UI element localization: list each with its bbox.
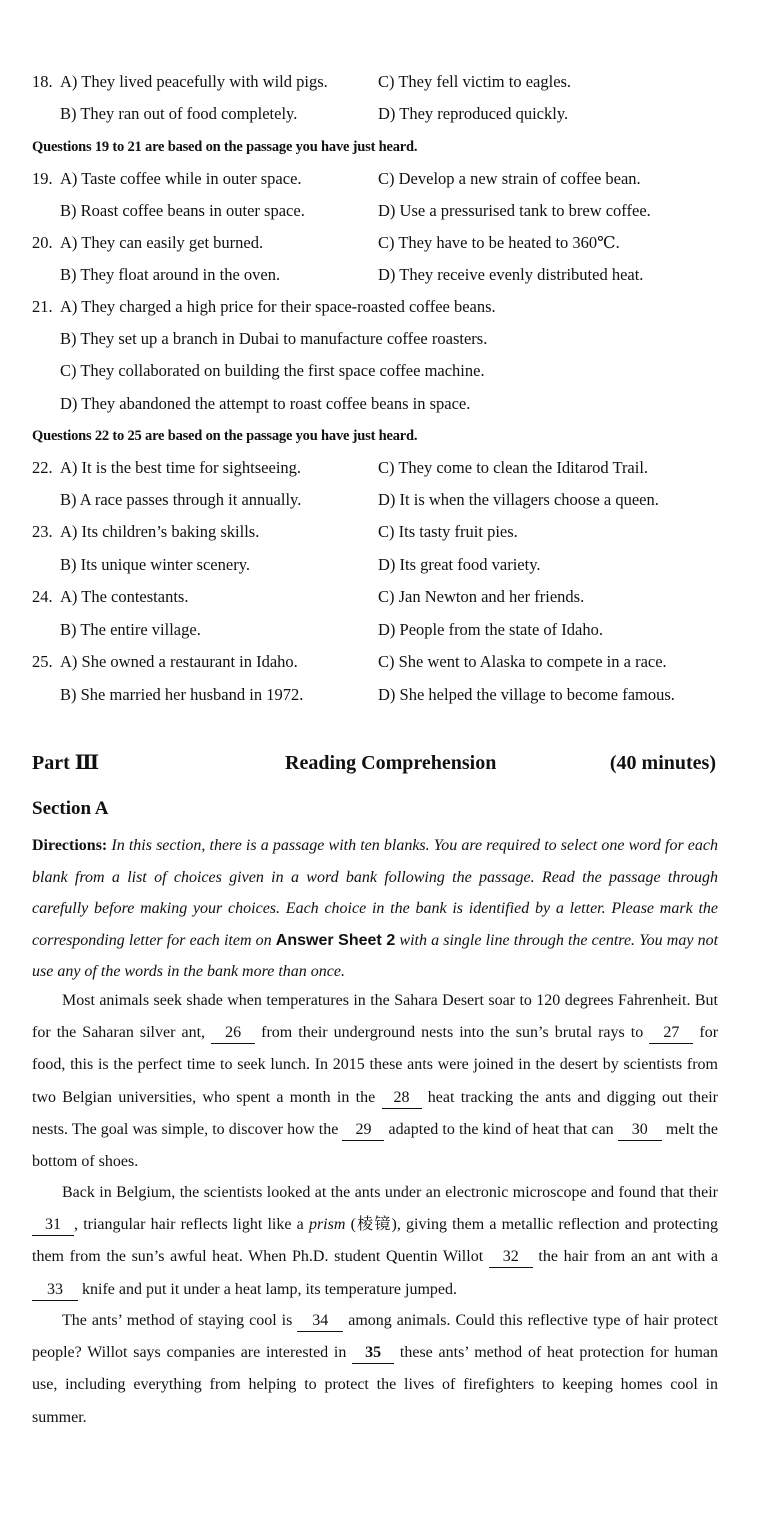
- option-a: A) They lived peacefully with wild pigs.: [60, 72, 328, 91]
- blank-30[interactable]: 30: [618, 1120, 662, 1141]
- passage-paragraph-1: [32, 985, 718, 1178]
- passage-text: , triangular hair reflects light like a: [74, 1216, 309, 1234]
- blank-28[interactable]: 28: [382, 1088, 422, 1109]
- question-number: 22.: [32, 458, 53, 477]
- option-a: A) Taste coffee while in outer space.: [60, 169, 302, 188]
- question-number: 20.: [32, 233, 53, 252]
- option-c: C) They come to clean the Iditarod Trail.: [378, 458, 649, 477]
- option-a: A) It is the best time for sightseeing.: [60, 458, 302, 477]
- answer-sheet-label: Answer Sheet 2: [275, 931, 396, 949]
- passage-paragraph-3: [32, 1305, 718, 1434]
- passage-text: Most animals seek shade when temperatures in the Sahara Desert soar to 120 degrees Fahrenheit. But for the Saharan silver ant,: [32, 992, 718, 1042]
- prism-term: prism: [308, 1216, 346, 1234]
- passage-text: among animals. Could this reflective type of hair protect people? Willot says companies are interested in: [32, 1312, 719, 1362]
- blank-26[interactable]: 26: [211, 1023, 255, 1044]
- directions-text-2: with a single line through the centre. You may not use any of the words in the bank more than once.: [32, 931, 719, 980]
- option-d: D) It is when the villagers choose a queen.: [378, 490, 659, 509]
- option-d: D) Its great food variety.: [378, 555, 541, 574]
- blank-35[interactable]: 35: [352, 1343, 394, 1364]
- blank-27[interactable]: 27: [649, 1023, 693, 1044]
- questions-heading-22-25: Questions 22 to 25 are based on the passage you have just heard.: [32, 428, 418, 444]
- option-b: B) They ran out of food completely.: [60, 104, 298, 123]
- option-a: A) Its children’s baking skills.: [60, 522, 260, 541]
- directions: [32, 830, 718, 988]
- option-b: B) They set up a branch in Dubai to manufacture coffee roasters.: [60, 329, 488, 348]
- option-c: C) Develop a new strain of coffee bean.: [378, 169, 641, 188]
- passage-text: from their underground nests into the sun’s brutal rays to: [255, 1024, 650, 1042]
- option-b: B) A race passes through it annually.: [60, 490, 302, 509]
- section-title: Section A: [32, 798, 109, 819]
- option-b: B) Its unique winter scenery.: [60, 555, 250, 574]
- passage-text: heat tracking the ants and digging out their nests. The goal was simple, to discover how the: [32, 1088, 719, 1138]
- blank-32[interactable]: 32: [489, 1247, 533, 1268]
- part-header: [0, 748, 760, 778]
- question-number: 19.: [32, 169, 53, 188]
- option-d: D) They abandoned the attempt to roast coffee beans in space.: [60, 394, 471, 413]
- question-number: 18.: [32, 72, 53, 91]
- directions-label: Directions:: [32, 837, 108, 854]
- option-d: D) Use a pressurised tank to brew coffee.: [378, 201, 651, 220]
- directions-text-1: In this section, there is a passage with ten blanks. You are required to select one word for each blank from a list of choices given in a word bank following the passage. Read the passage through carefully before making your choices. Each choice in the bank is identified by a letter. Please mark the corresponding letter for each item on: [32, 837, 718, 949]
- blank-29[interactable]: 29: [342, 1120, 384, 1141]
- passage-text: the hair from an ant with a: [532, 1248, 719, 1266]
- option-c: C) Jan Newton and her friends.: [378, 587, 585, 606]
- passage-text: adapted to the kind of heat that can: [384, 1120, 618, 1138]
- question-number: 24.: [32, 587, 53, 606]
- option-b: B) The entire village.: [60, 620, 201, 639]
- passage-text: Back in Belgium, the scientists looked at the ants under an electronic microscope and found that their: [62, 1184, 718, 1201]
- passage-paragraph-2: [32, 1177, 718, 1306]
- passage-text: for food, this is the perfect time to seek lunch. In 2015 these ants were joined in the desert by scientists from two Belgian universities, who spent a month in the: [32, 1024, 719, 1106]
- passage-text: melt the bottom of shoes.: [32, 1120, 719, 1171]
- question-number: 23.: [32, 522, 53, 541]
- passage-text: The ants’ method of staying cool is: [62, 1312, 298, 1329]
- option-b: B) Roast coffee beans in outer space.: [60, 201, 305, 220]
- option-b: B) They float around in the oven.: [60, 265, 281, 284]
- passage-text: knife and put it under a heat lamp, its temperature jumped.: [78, 1280, 457, 1298]
- blank-34[interactable]: 34: [297, 1311, 343, 1332]
- option-c: C) Its tasty fruit pies.: [378, 522, 518, 541]
- passage-text: , giving them a metallic reflection and protecting them from the sun’s awful heat. When Ph.D. student Quentin Willot: [32, 1216, 719, 1266]
- question-number: 21.: [32, 297, 53, 316]
- option-c: C) They collaborated on building the first space coffee machine.: [60, 361, 485, 380]
- questions-heading-19-21: Questions 19 to 21 are based on the passage you have just heard.: [32, 139, 418, 155]
- option-d: D) They reproduced quickly.: [378, 104, 569, 123]
- option-c: C) They have to be heated to 360℃.: [378, 233, 620, 252]
- option-b: B) She married her husband in 1972.: [60, 685, 304, 704]
- passage-text: these ants’ method of heat protection for human use, including everything from helping to protect the lives of firefighters to keeping homes cool in summer.: [32, 1344, 719, 1426]
- option-c: C) They fell victim to eagles.: [378, 72, 572, 91]
- option-a: A) She owned a restaurant in Idaho.: [60, 652, 298, 671]
- option-d: D) They receive evenly distributed heat.: [378, 265, 644, 284]
- option-a: A) They can easily get burned.: [60, 233, 264, 252]
- part-title: Reading Comprehension: [285, 752, 497, 774]
- question-number: 25.: [32, 652, 53, 671]
- option-a: A) They charged a high price for their space-roasted coffee beans.: [60, 297, 496, 316]
- option-a: A) The contestants.: [60, 587, 189, 606]
- prism-gloss: (棱镜): [345, 1216, 397, 1234]
- option-d: D) She helped the village to become famous.: [378, 685, 675, 704]
- option-c: C) She went to Alaska to compete in a race.: [378, 652, 667, 671]
- blank-31[interactable]: 31: [32, 1215, 74, 1236]
- option-d: D) People from the state of Idaho.: [378, 620, 603, 639]
- part-label: Part Ⅲ: [32, 752, 100, 774]
- blank-33[interactable]: 33: [32, 1280, 78, 1301]
- part-time: (40 minutes): [609, 752, 716, 774]
